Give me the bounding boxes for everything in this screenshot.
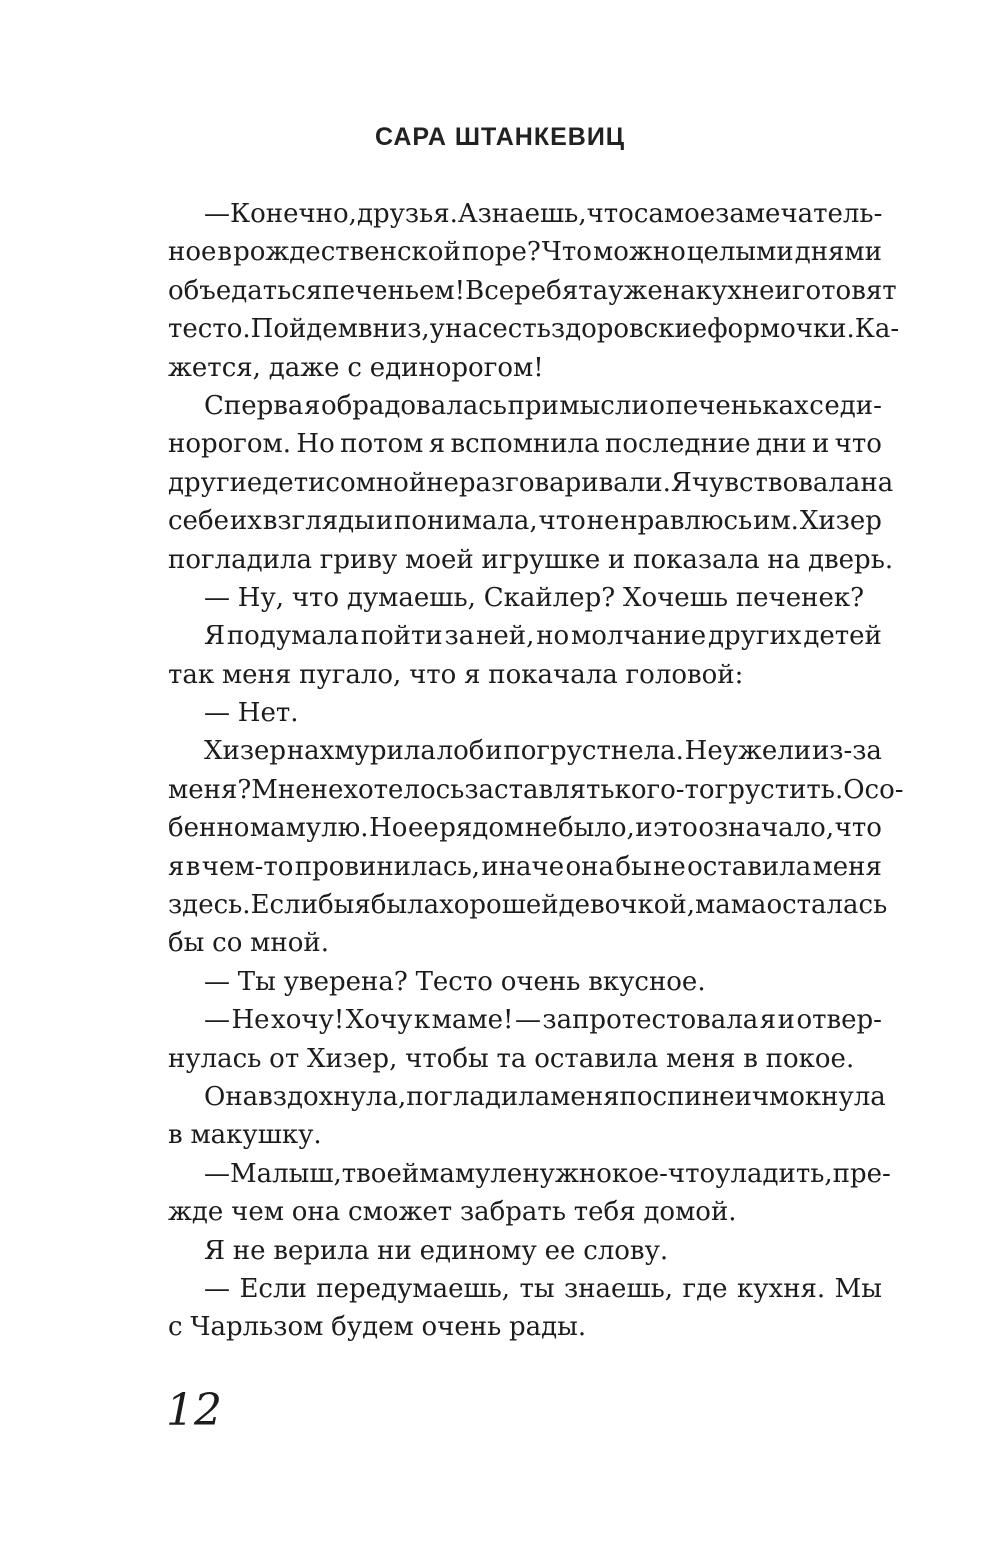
text-line: Хизер нахмурила лоб и погрустнела. Неужели из-за [204, 736, 882, 767]
text-line: бенно мамулю. Но ее рядом не было, и это означало, что [168, 813, 882, 844]
text-line: — Ну, что думаешь, Скайлер? Хочешь печенек? [204, 582, 865, 613]
text-line: в макушку. [168, 1120, 322, 1151]
text-line: погладила гриву моей игрушке и показала на дверь. [168, 544, 894, 575]
text-line: — Нет. [204, 698, 299, 729]
text-line: ное в рождественской поре? Что можно целыми днями [168, 237, 882, 268]
text-line: нулась от Хизер, чтобы та оставила меня в покое. [168, 1043, 855, 1074]
text-line: так меня пугало, что я покачала головой: [168, 659, 744, 690]
text-line: — Ты уверена? Тесто очень вкусное. [204, 966, 706, 997]
text-line: меня? Мне не хотелось заставлять кого-то грустить. Осо- [168, 774, 904, 805]
text-line: Я не верила ни единому ее слову. [204, 1235, 669, 1266]
text-line: с Чарльзом будем очень рады. [168, 1312, 587, 1343]
text-line: норогом. Но потом я вспомнила последние дни и что [168, 429, 882, 460]
text-line: Я подумала пойти за ней, но молчание других детей [204, 621, 882, 652]
text-line: Сперва я обрадовалась при мысли о печеньках с еди- [204, 390, 882, 421]
running-head: САРА ШТАНКЕВИЦ [374, 123, 626, 151]
text-line: — Если передумаешь, ты знаешь, где кухня. Мы [204, 1273, 882, 1304]
text-line: себе их взгляды и понимала, что не нравлюсь им. Хизер [168, 506, 882, 537]
text-line: — Конечно, друзья. А знаешь, что самое замечатель- [204, 199, 883, 229]
body-text [168, 195, 904, 1347]
text-line: другие дети со мной не разговаривали. Я чувствовала на [168, 467, 894, 498]
text-line: объедаться печеньем! Все ребята уже на кухне и готовят [168, 275, 897, 306]
text-line: тесто. Пойдем вниз, у нас есть здоровские формочки. Ка- [168, 314, 900, 345]
text-line: Она вздохнула, погладила меня по спине и чмокнула [204, 1081, 886, 1112]
text-line: здесь. Если бы я была хорошей девочкой, мама осталась [168, 890, 888, 921]
page-number: 12 [166, 1385, 222, 1436]
text-line: — Малыш, твоей мамуле нужно кое-что уладить, пре- [204, 1158, 891, 1189]
text-line: жется, даже с единорогом! [168, 352, 544, 383]
text-line: жде чем она сможет забрать тебя домой. [168, 1197, 737, 1228]
text-line: бы со мной. [168, 928, 329, 959]
text-line: я в чем-то провинилась, иначе она бы не оставила меня [168, 851, 882, 882]
text-line: — Не хочу! Хочу к маме! — запротестовала я и отвер- [204, 1005, 882, 1036]
